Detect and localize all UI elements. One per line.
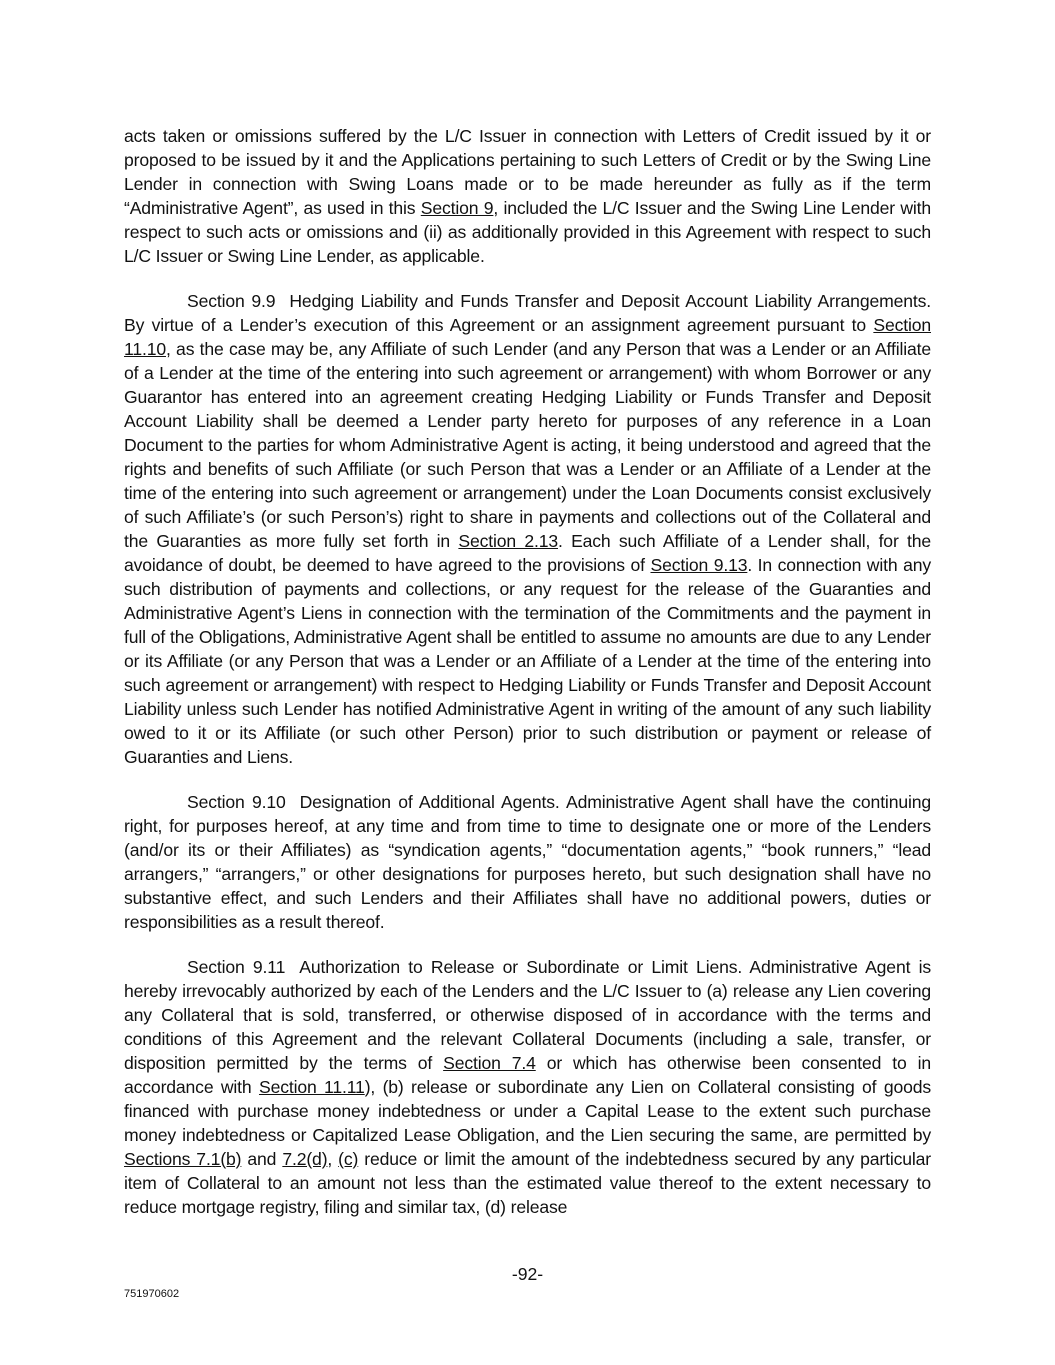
cross-reference: Section 9 (420, 198, 494, 218)
paragraph-text: . Each such Affiliate of a Lender shall, for the avoidance of doubt, be deemed to have agreed to the provisions of (124, 531, 931, 575)
paragraph-text: , included the L/C Issuer and the Swing Line Lender with respect to such acts or omissions and (ii) as additionally provided in this Agreement with respect to such L/C Issuer or Swing Line Lender, as applicable. (124, 198, 932, 266)
document-body (124, 124, 931, 1240)
section-title: Designation of Additional Agents. (299, 792, 560, 812)
section-title: Authorization to Release or Subordinate or Limit Liens. (299, 957, 743, 977)
cross-reference: 7.2(d) (282, 1149, 328, 1169)
cross-reference: Sections 7.1(b) (124, 1149, 242, 1169)
continuation-paragraph (124, 124, 931, 268)
paragraph-text: Administrative Agent is hereby irrevocably authorized by each of the Lenders and the L/C Issuer to (a) release any Lien covering any Collateral that is sold, transferred, or otherwise disposed of in accordance with the terms and conditions of this Agreement and the relevant Collateral Documents (including a sale, transfer, or disposition permitted by the terms of (124, 957, 931, 1073)
paragraph-text: . In connection with any such distribution of payments and collections, or any request for the release of the Guaranties and Administrative Agent’s Liens in connection with the termination of the Commitments and the payment in full of the Obligations, Administrative Agent shall be entitled to assume no amounts are due to any Lender or its Affiliate (or any Person that was a Lender or an Affiliate of a Lender at the time of the entering into such agreement or arrangement) with respect to Hedging Liability or Funds Transfer and Deposit Account Liability unless such Lender has notified Administrative Agent in writing of the amount of any such liability owed to it or its Affiliate (or such other Person) prior to such distribution or payment or release of Guaranties and Liens. (124, 555, 931, 767)
paragraph-text: or which has otherwise been consented to in accordance with (124, 1053, 931, 1097)
cross-reference: Section 7.4 (443, 1053, 536, 1073)
document-id: 751970602 (124, 1288, 180, 1300)
paragraph-text: Administrative Agent shall have the continuing right, for purposes hereof, at any time and from time to time to designate one or more of the Lenders (and/or its or their Affiliates) as “syndication agents,” “documentation agents,” “book runners,” “lead arrangers,” “arrangers,” or other designations for purposes hereto, but such designation shall have no substantive effect, and such Lenders and their Affiliates shall have no additional powers, duties or responsibilities as a result thereof. (124, 792, 931, 932)
section-number: Section 9.10 (187, 792, 286, 812)
cross-reference: (c) (338, 1149, 359, 1169)
cross-reference: Section 11.10 (124, 315, 931, 359)
paragraph-text: reduce or limit the amount of the indebtedness secured by any particular item of Collateral to an amount not less than the estimated value thereof to the extent necessary to reduce mortgage registry, filing and similar tax, (d) release (124, 1149, 931, 1217)
cross-reference: Section 11.11 (258, 1077, 365, 1097)
paragraph-text: and (241, 1149, 283, 1169)
paragraph-text: , as the case may be, any Affiliate of such Lender (and any Person that was a Lender or an Affiliate of a Lender at the time of the entering into such agreement or arrangement) with whom Borrower or any Guarantor has entered into an agreement creating Hedging Liability or Funds Transfer and Deposit Account Liability shall be deemed a Lender party hereto for purposes of any reference in a Loan Document to the parties for whom Administrative Agent is acting, it being understood and agreed that the rights and benefits of such Affiliate (or such Person that was a Lender or an Affiliate of a Lender at the time of the entering into such agreement or arrangement) under the Loan Documents consist exclusively of such Affiliate’s (or such Person’s) right to share in payments and collections out of the Collateral and the Guaranties as more fully set forth in (124, 339, 931, 551)
section-title: Hedging Liability and Funds Transfer and Deposit Account Liability Arrangements. (289, 291, 931, 311)
cross-reference: Section 2.13 (458, 531, 558, 551)
section-number: Section 9.11 (187, 957, 286, 977)
section-9-10-paragraph (124, 790, 931, 934)
paragraph-text: acts taken or omissions suffered by the L/C Issuer in connection with Letters of Credit issued by it or proposed to be issued by it and the Applications pertaining to such Letters of Credit or by the Swing Line Lender in connection with Swing Loans made or to be made hereunder as fully as if the term “Administrative Agent”, as used in this (124, 126, 931, 218)
section-9-11-paragraph (124, 955, 931, 1219)
paragraph-text: , (327, 1149, 339, 1169)
cross-reference: Section 9.13 (650, 555, 748, 575)
paragraph-text: By virtue of a Lender’s execution of this Agreement or an assignment agreement pursuant to (124, 315, 874, 335)
section-9-9-paragraph (124, 289, 931, 769)
page-number: -92- (511, 1264, 544, 1284)
paragraph-text: ), (b) release or subordinate any Lien on Collateral consisting of goods financed with purchase money indebtedness or under a Capital Lease to the extent such purchase money indebtedness or Capitalized Lease Obligation, and the Lien securing the same, are permitted by (124, 1077, 932, 1145)
section-number: Section 9.9 (187, 291, 276, 311)
